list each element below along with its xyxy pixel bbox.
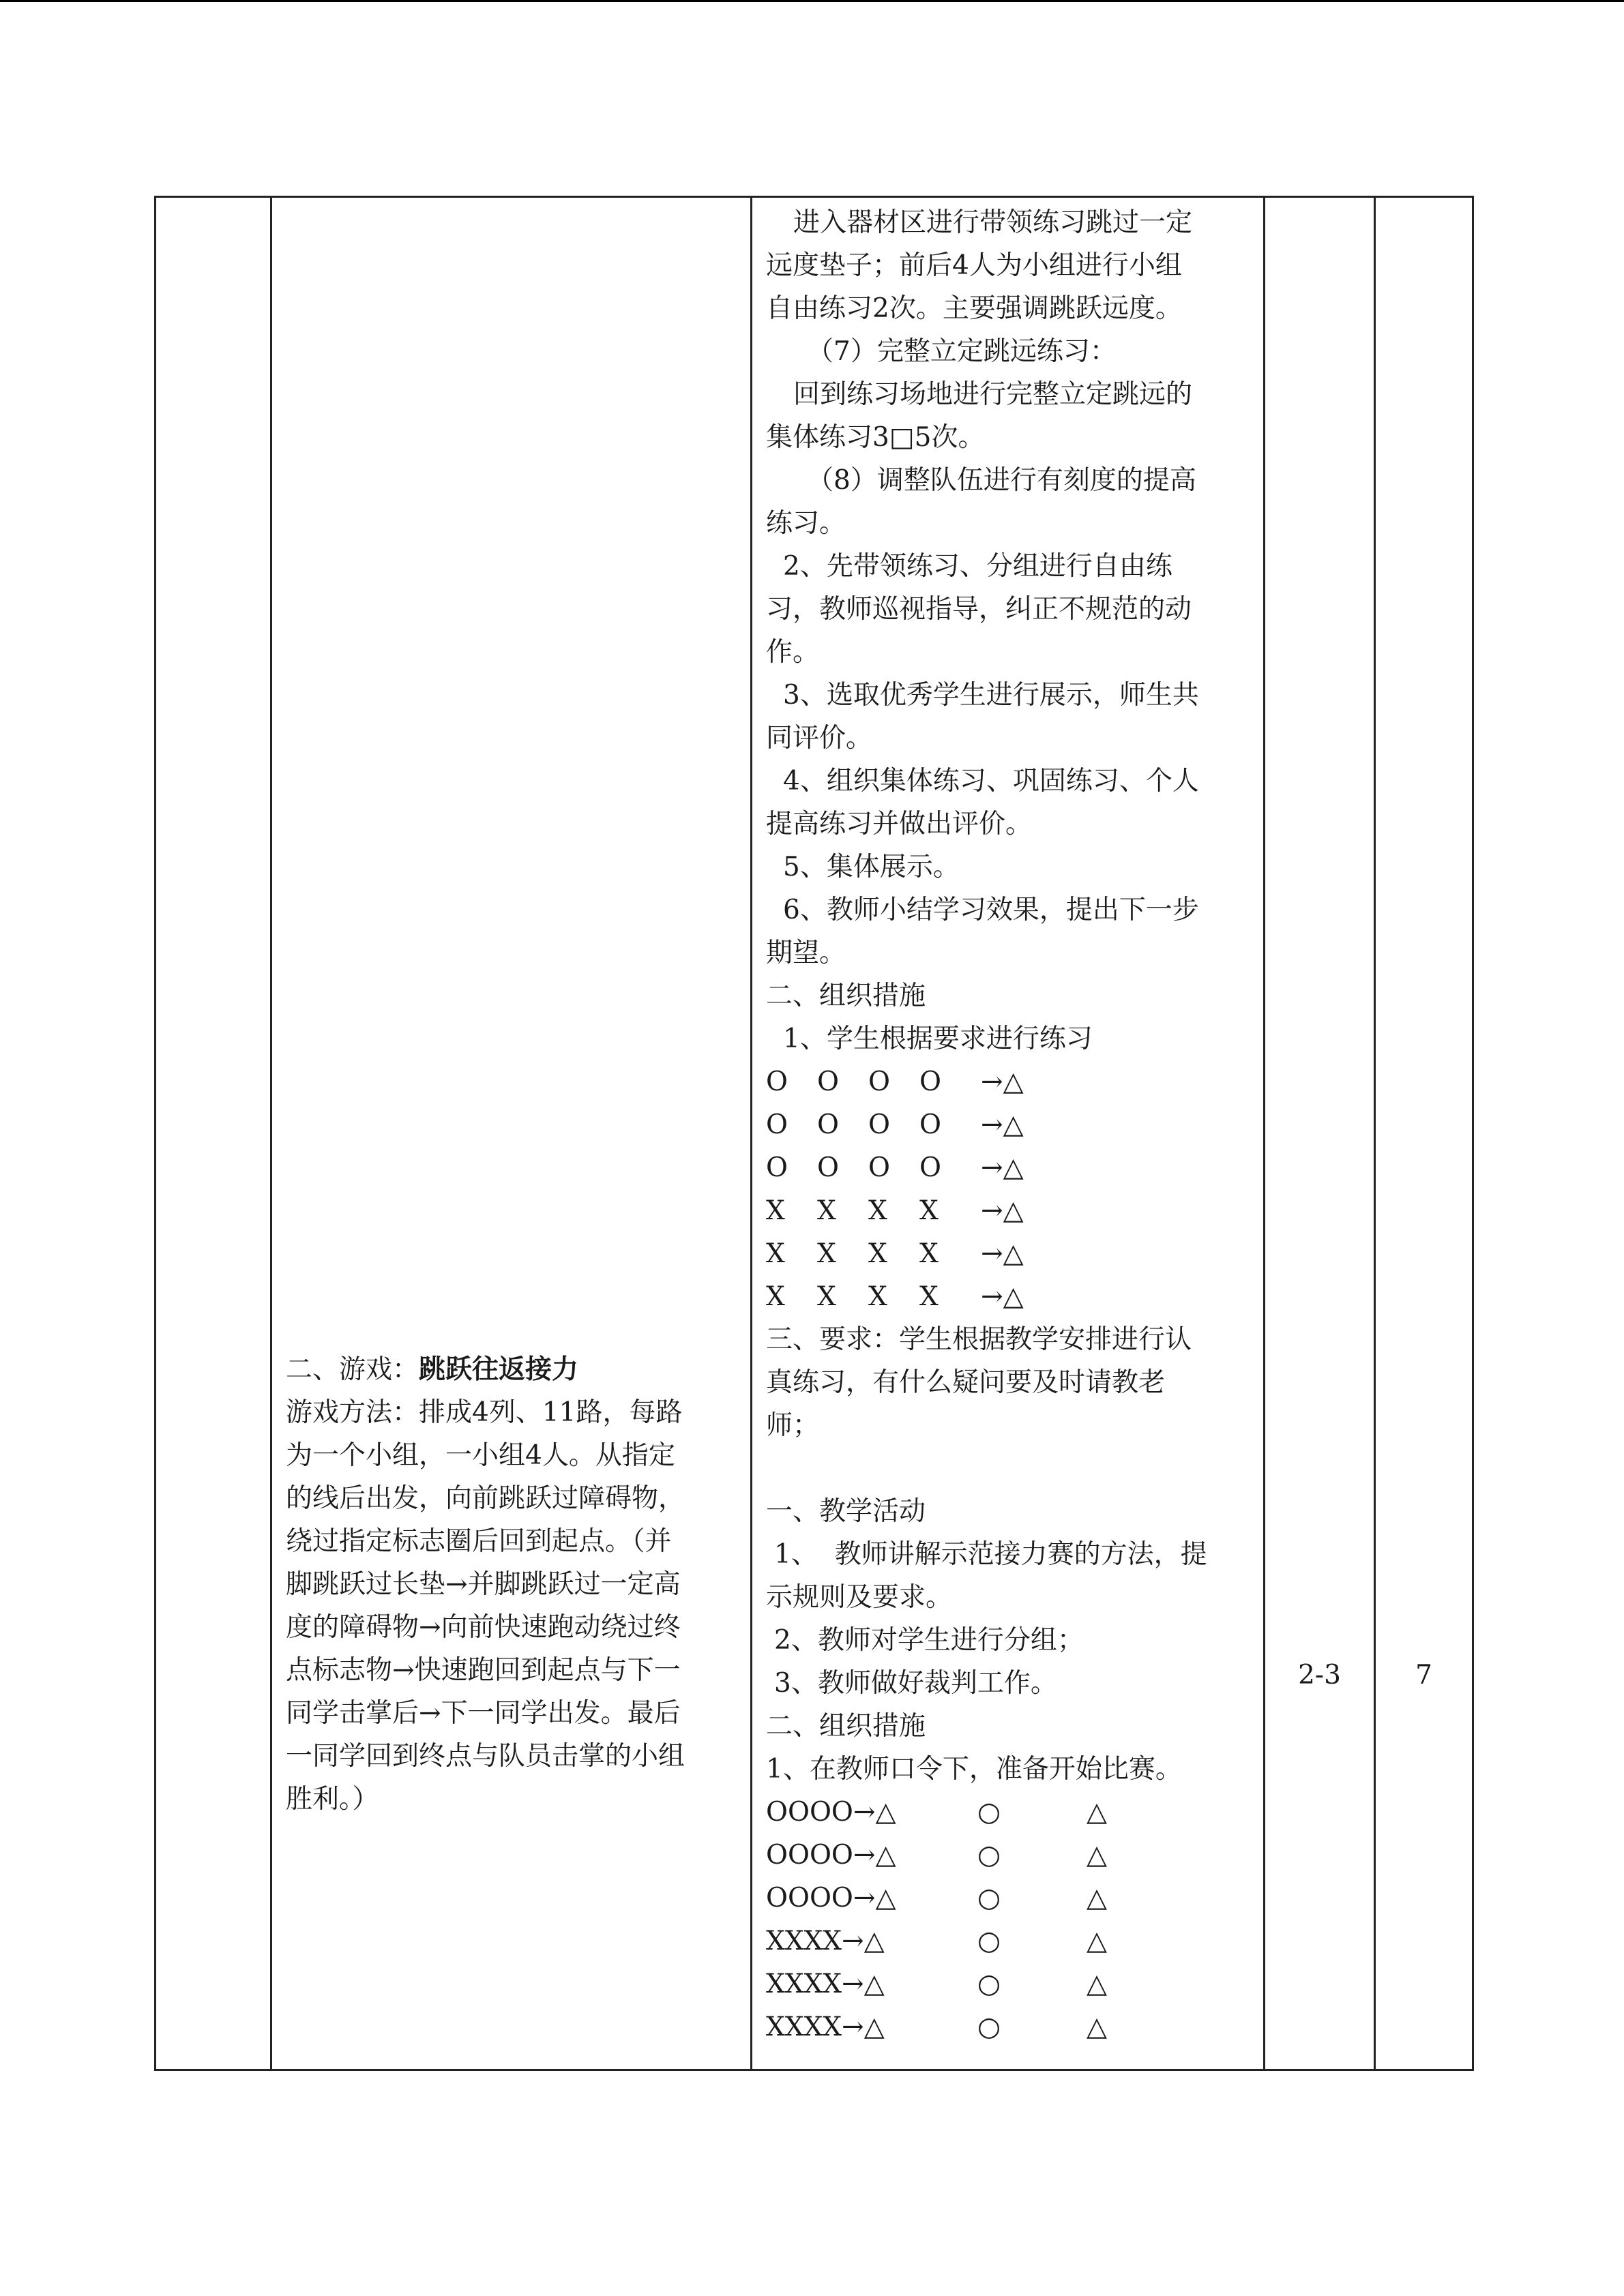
student-mark: O [766,1152,788,1183]
formation-row [766,1060,1251,1103]
student-mark: X [919,1281,939,1312]
endpoint-triangle: △ [1087,2012,1107,2042]
student-mark: O [766,1067,788,1097]
student-mark: X [868,1281,887,1312]
game-activity-steps [766,1490,1251,1791]
text-line: 游戏方法：排成4列、11路，每路 [286,1397,683,1428]
endpoint-triangle: △ [1087,1883,1107,1913]
content-cell [271,197,752,2070]
section-cell [156,197,271,2070]
game-title: 跳跃往返接力 [419,1354,579,1385]
student-mark: X [817,1281,836,1312]
endpoint-triangle: △ [1087,1926,1107,1956]
endpoint-triangle: △ [1087,1797,1107,1828]
text-line: 真练习，有什么疑问要及时请教老 [766,1367,1166,1398]
student-mark: O [817,1067,839,1097]
text-line: 1、学生根据要求进行练习 [783,1024,1093,1054]
team-marks: OOOO→△ [766,1840,896,1870]
requirement-text [766,1318,1251,1447]
practice-steps [766,201,1251,1060]
marker-circle: ○ [977,1969,1001,1999]
student-mark: O [817,1152,839,1183]
student-mark: O [868,1067,890,1097]
text-line: 1、 教师讲解示范接力赛的方法，提 [774,1539,1207,1570]
times-cell [1265,197,1375,2070]
text-line: 作。 [766,637,820,668]
formation-row [766,1146,1251,1189]
relay-row [766,1834,1251,1877]
endpoint-triangle: △ [1087,1840,1107,1870]
minutes-cell [1375,197,1473,2070]
text-line: 远度垫子；前后4人为小组进行小组 [766,250,1182,281]
team-marks: XXXX→△ [766,1926,885,1956]
text-line: 绕过指定标志圈后回到起点。（并 [286,1526,672,1557]
text-line: 同评价。 [766,723,873,754]
text-line: 习，教师巡视指导，纠正不规范的动 [766,594,1192,625]
game-heading [286,1348,734,1391]
text-line: 回到练习场地进行完整立定跳远的 [793,379,1193,410]
text-line: 1、在教师口令下，准备开始比赛。 [766,1754,1182,1785]
text-line: 三、要求：学生根据教学安排进行认 [766,1324,1192,1355]
student-mark: X [868,1238,887,1269]
formation-row [766,1189,1251,1232]
arrow-to-target: →△ [981,1109,1024,1140]
formation-row [766,1232,1251,1275]
page-top-rule [0,0,1624,2]
student-mark: X [919,1195,939,1226]
method-text [752,201,1263,2048]
game-heading-prefix: 二、游戏： [286,1354,419,1385]
text-line: 二、组织措施 [766,981,926,1011]
team-marks: XXXX→△ [766,2012,885,2042]
practice-formation [766,1060,1251,1318]
text-line: 一、教学活动 [766,1496,926,1527]
arrow-to-target: →△ [981,1281,1024,1312]
student-mark: O [817,1109,839,1140]
game-description [272,1348,750,1821]
marker-circle: ○ [977,1797,1001,1828]
endpoint-triangle: △ [1087,1969,1107,1999]
times-value: 2-3 [1298,1660,1341,1690]
student-mark: X [766,1281,785,1312]
text-line: 提高练习并做出评价。 [766,809,1033,839]
text-line: 6、教师小结学习效果，提出下一步 [783,895,1199,925]
student-mark: X [766,1195,785,1226]
arrow-to-target: →△ [981,1067,1024,1097]
student-mark: X [766,1238,785,1269]
relay-row [766,1963,1251,2006]
arrow-to-target: →△ [981,1238,1024,1269]
text-line: 期望。 [766,938,846,968]
text-line: 5、集体展示。 [783,852,960,882]
student-mark: O [868,1152,890,1183]
student-mark: X [868,1195,887,1226]
text-line: 度的障碍物→向前快速跑动绕过终 [286,1612,681,1643]
minutes-value: 7 [1415,1660,1432,1690]
table-row [156,197,1473,2070]
marker-circle: ○ [977,1926,1001,1956]
marker-circle: ○ [977,1883,1001,1913]
student-mark: X [919,1238,939,1269]
relay-formation [766,1791,1251,2048]
text-line: 2、教师对学生进行分组； [774,1625,1084,1656]
text-line: （7）完整立定跳远练习： [807,336,1117,367]
relay-row [766,1791,1251,1834]
text-line: 自由练习2次。主要强调跳跃远度。 [766,293,1182,324]
text-line: 集体练习3□5次。 [766,422,985,453]
text-line: 4、组织集体练习、巩固练习、个人 [783,766,1199,796]
game-method-text [286,1391,734,1821]
text-line: 脚跳跃过长垫→并脚跳跃过一定高 [286,1569,681,1600]
text-line: 2、先带领练习、分组进行自由练 [783,551,1172,582]
text-line: 3、教师做好裁判工作。 [774,1668,1057,1699]
relay-row [766,2006,1251,2048]
arrow-to-target: →△ [981,1195,1024,1226]
spacer [766,1447,1251,1490]
text-line: （8）调整队伍进行有刻度的提高 [807,465,1196,496]
team-marks: XXXX→△ [766,1969,885,1999]
text-line: 一同学回到终点与队员击掌的小组 [286,1741,685,1772]
text-line: 胜利。） [286,1784,379,1815]
text-line: 练习。 [766,508,846,539]
text-line: 进入器材区进行带领练习跳过一定 [793,207,1193,238]
student-mark: O [868,1109,890,1140]
text-line: 3、选取优秀学生进行展示，师生共 [783,680,1199,711]
lesson-plan-table [154,196,1474,2071]
team-marks: OOOO→△ [766,1797,896,1828]
student-mark: O [919,1067,941,1097]
formation-row [766,1103,1251,1146]
relay-row [766,1920,1251,1963]
student-mark: O [919,1109,941,1140]
marker-circle: ○ [977,1840,1001,1870]
text-line: 为一个小组，一小组4人。从指定 [286,1440,675,1471]
team-marks: OOOO→△ [766,1883,896,1913]
text-line: 同学击掌后→下一同学出发。最后 [286,1698,681,1729]
method-cell [752,197,1265,2070]
text-line: 点标志物→快速跑回到起点与下一 [286,1655,681,1686]
student-mark: X [817,1238,836,1269]
student-mark: X [817,1195,836,1226]
formation-row [766,1275,1251,1318]
student-mark: O [766,1109,788,1140]
text-line: 的线后出发，向前跳跃过障碍物， [286,1483,685,1514]
arrow-to-target: →△ [981,1152,1024,1183]
text-line: 示规则及要求。 [766,1582,953,1613]
marker-circle: ○ [977,2012,1001,2042]
relay-row [766,1877,1251,1920]
student-mark: O [919,1152,941,1183]
text-line: 二、组织措施 [766,1711,926,1742]
text-line: 师； [766,1410,820,1441]
